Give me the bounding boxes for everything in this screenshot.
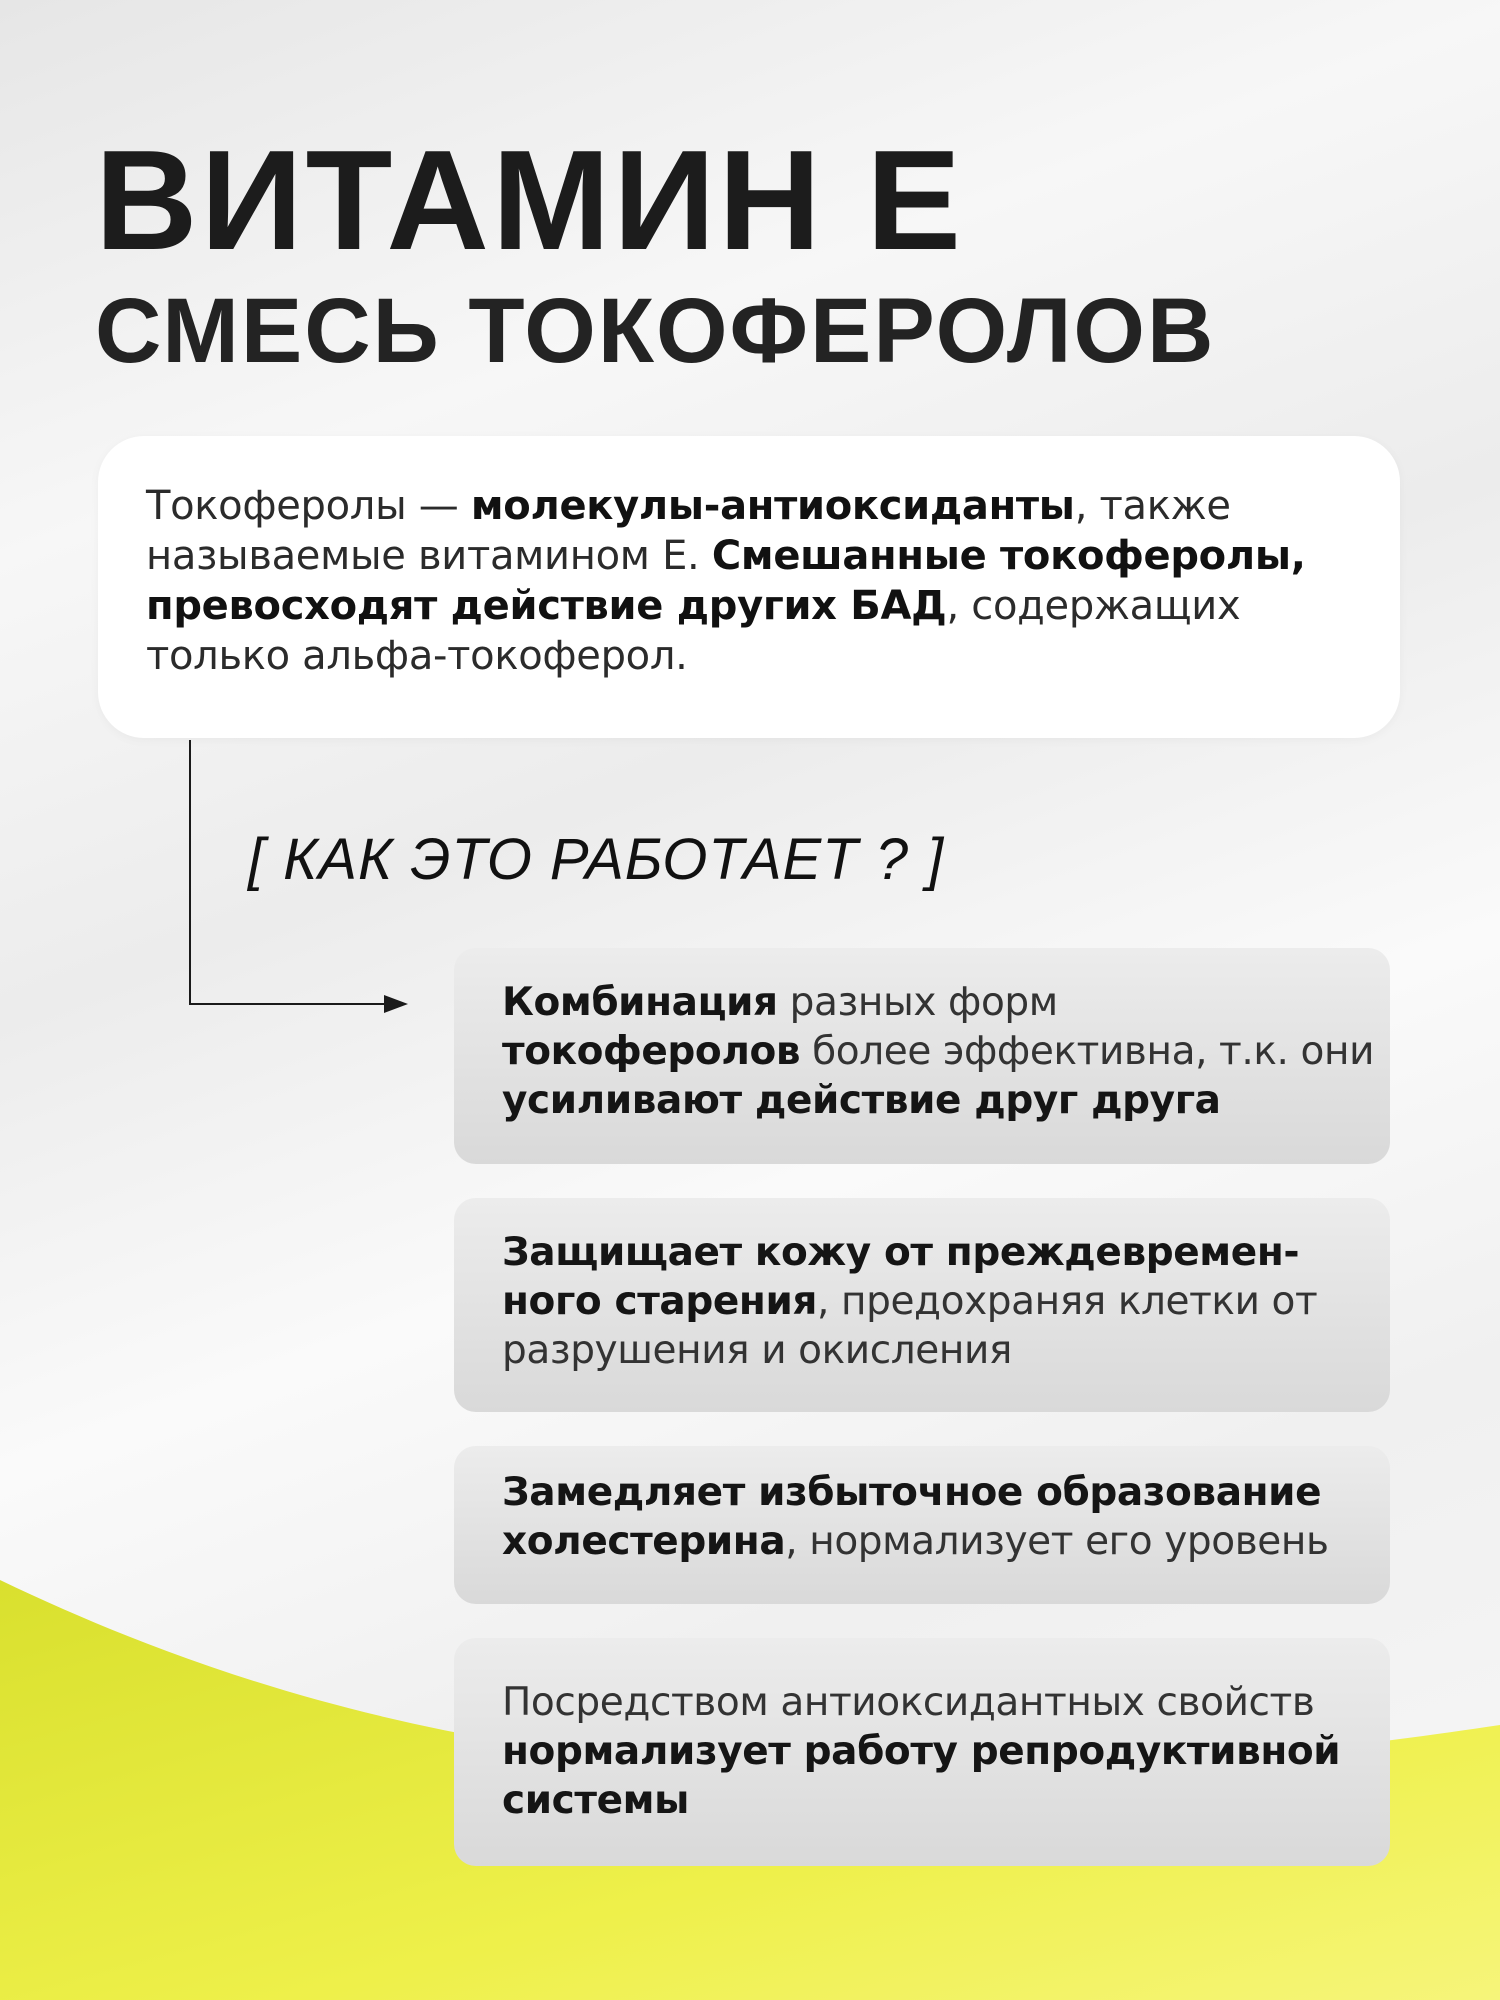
- benefit-card-cholesterol: [454, 1446, 1390, 1604]
- benefit-text: Защищает кожу от преждевремен-ного старения, предохраняя клетки от разрушения и окисления: [502, 1230, 1318, 1373]
- benefit-card-combination: [454, 948, 1390, 1164]
- intro-text: Токоферолы — молекулы-антиоксиданты, также называемые витамином Е. Смешанные токоферолы, превосходят действие других БАД, содержащих только альфа-токоферол.: [146, 483, 1306, 679]
- benefit-text: Замедляет избыточное образование холестерина, нормализует его уровень: [502, 1470, 1329, 1564]
- benefit-card-skin: [454, 1198, 1390, 1412]
- page-subtitle: СМЕСЬ ТОКОФЕРОЛОВ: [95, 280, 1216, 382]
- benefit-text: Посредством антиоксидантных свойств нормализует работу репродуктивной системы: [502, 1680, 1341, 1823]
- benefit-text: Комбинация разных форм токоферолов более эффективна, т.к. они усиливают действие друг друга: [502, 980, 1375, 1123]
- how-it-works-heading: [ КАК ЭТО РАБОТАЕТ ? ]: [248, 827, 945, 892]
- page-title: ВИТАМИН Е: [95, 121, 965, 280]
- intro-card: [98, 436, 1400, 738]
- benefit-card-reproductive: [454, 1638, 1390, 1866]
